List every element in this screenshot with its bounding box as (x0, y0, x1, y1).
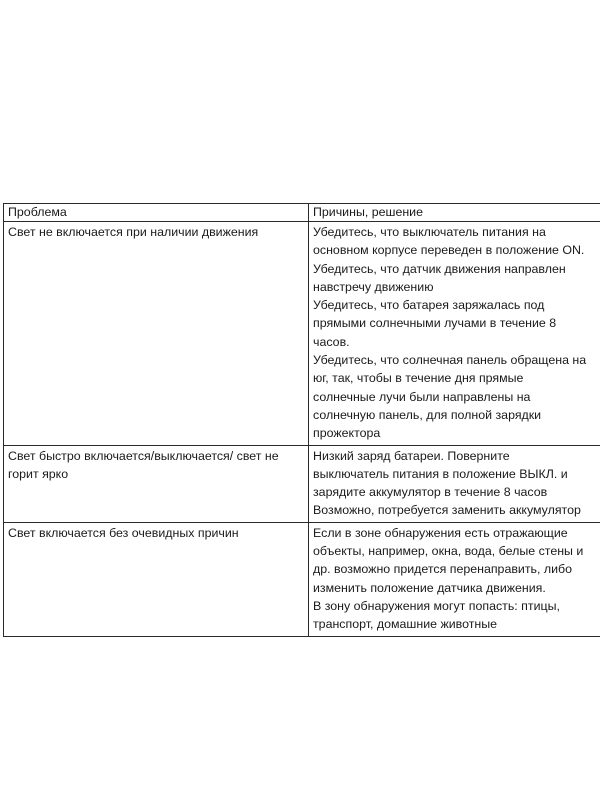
solution-text: объекты, например, окна, вода, белые стены и (313, 544, 584, 559)
problem-cell (4, 222, 309, 446)
solution-cell (309, 445, 600, 522)
solution-text: Убедитесь, что батарея заряжалась под (313, 298, 545, 313)
solution-text: юг, так, чтобы в течение дня прямые (313, 371, 524, 386)
solution-text: солнечную панель, для полной зарядки (313, 407, 542, 422)
solution-text: навстречу движению (313, 279, 434, 294)
solution-text: зарядите аккумулятор в течение 8 часов (313, 485, 548, 500)
solution-text: прожектора (313, 426, 381, 441)
solution-text: Если в зоне обнаружения есть отражающие (313, 525, 568, 540)
solution-text: прямыми солнечными лучами в течение 8 (313, 316, 557, 331)
solution-text: часов. (313, 334, 350, 349)
problem-text: Свет включается без очевидных причин (8, 525, 239, 540)
table-row (4, 522, 600, 636)
solution-text: транспорт, домашние животные (313, 617, 498, 632)
problem-cell (4, 445, 309, 522)
solution-text: основном корпусе переведен в положение ON. (313, 243, 585, 258)
table-header-row (4, 204, 600, 222)
solution-text: изменить положение датчика движения. (313, 580, 546, 595)
header-problem: Проблема (4, 204, 309, 222)
solution-text: В зону обнаружения могут попасть: птицы, (313, 598, 560, 613)
table-row (4, 445, 600, 522)
solution-text: Убедитесь, что выключатель питания на (313, 225, 546, 239)
solution-text: солнечные лучи были направлены на (313, 389, 531, 404)
solution-text: выключатель питания в положение ВЫКЛ. и (313, 466, 568, 481)
header-solution: Причины, решение (309, 204, 600, 222)
solution-text: Убедитесь, что солнечная панель обращена на (313, 353, 587, 368)
solution-text: др. возможно придется перенаправить, либо (313, 562, 572, 577)
solution-text: Возможно, потребуется заменить аккумулятор (313, 503, 581, 518)
problem-text: Свет быстро включается/выключается/ свет не (8, 448, 279, 463)
solution-text: Низкий заряд батареи. Поверните (313, 448, 510, 463)
troubleshooting-table (3, 203, 600, 637)
solution-cell (309, 522, 600, 636)
problem-cell (4, 522, 309, 636)
solution-cell (309, 222, 600, 446)
problem-text: Свет не включается при наличии движения (8, 225, 259, 239)
problem-text: горит ярко (8, 466, 69, 481)
solution-text: Убедитесь, что датчик движения направлен (313, 261, 566, 276)
table-row (4, 222, 600, 446)
